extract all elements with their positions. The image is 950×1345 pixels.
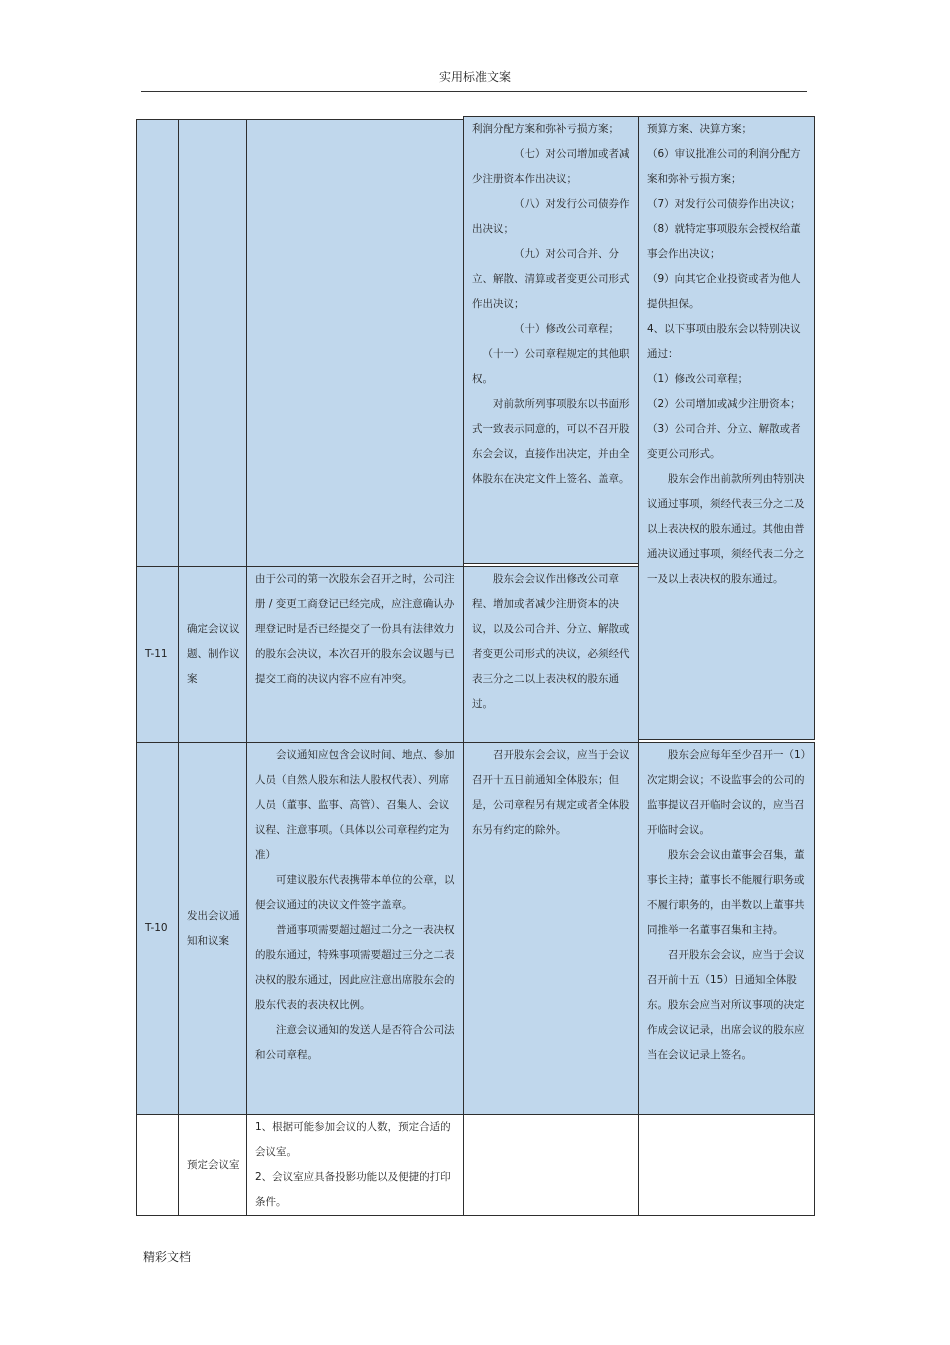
cont-charter-line-1: 预算方案、决算方案； xyxy=(647,123,752,135)
cont-task-cell xyxy=(178,119,247,567)
t10-note-cell xyxy=(246,742,464,1115)
t11-task: 确定会议议题、制作议案 xyxy=(187,623,240,685)
t10-charter-para-3: 召开股东会会议，应当于会议召开前十五（15）日通知全体股东。股东会应当对所议事项的决定作成会议记录，出席会议的股东应当在会议记录上签名。 xyxy=(647,949,805,1061)
cont-charter-line-10: 股东会作出前款所列由特别决议通过事项，须经代表三分之二及以上表决权的股东通过。其他由普通决议通过事项，须经代表二分之一及以上表决权的股东通过。 xyxy=(647,473,805,585)
room-note-item-1: 1、根据可能参加会议的人数，预定合适的会议室。 xyxy=(255,1121,451,1158)
t10-law-cell xyxy=(463,742,639,1115)
t11-law-cell xyxy=(463,566,639,743)
procedure-table xyxy=(136,119,815,1216)
t11-law: 股东会会议作出修改公司章程、增加或者减少注册资本的决议，以及公司合并、分立、解散或者变更公司形式的决议，必须经代表三分之二以上表决权的股东通过。 xyxy=(472,573,630,710)
cont-charter-line-4: （8）就特定事项股东会授权给董事会作出决议； xyxy=(647,223,801,260)
page-footer: 精彩文档 xyxy=(143,1250,192,1264)
cont-charter-line-8: （2）公司增加或减少注册资本； xyxy=(647,398,801,410)
t10-task: 发出会议通知和议案 xyxy=(187,909,240,947)
cont-charter-line-6: 4、以下事项由股东会以特别决议通过： xyxy=(647,323,801,360)
cont-law-cell xyxy=(463,116,639,564)
t10-note-para-3: 普通事项需要超过超过二分之一表决权的股东通过，特殊事项需要超过三分之二表决权的股东通过，因此应注意出席股东会的股东代表的表决权比例。 xyxy=(255,924,455,1011)
cont-note-cell xyxy=(246,119,464,567)
cont-law-line-5: （十）修改公司章程； xyxy=(514,323,619,335)
cont-charter-line-3: （7）对发行公司债券作出决议； xyxy=(647,198,801,210)
room-code-cell xyxy=(136,1114,179,1216)
t10-code: T-10 xyxy=(145,922,168,934)
room-note-cell xyxy=(246,1114,464,1216)
cont-charter-line-2: （6）审议批准公司的利润分配方案和弥补亏损方案； xyxy=(647,148,801,185)
cont-charter-line-7: （1）修改公司章程； xyxy=(647,373,749,385)
cont-law-line-7: 对前款所列事项股东以书面形式一致表示同意的，可以不召开股东会会议，直接作出决定，并由全体股东在决定文件上签名、盖章。 xyxy=(472,398,630,485)
cont-code-cell xyxy=(136,119,179,567)
t11-note-cell xyxy=(246,566,464,743)
cont-charter-cell xyxy=(638,116,815,740)
t10-note-para-1: 会议通知应包含会议时间、地点、参加人员（自然人股东和法人股权代表）、列席人员（董事、监事、高管）、召集人、会议议程、注意事项。（具体以公司章程约定为准） xyxy=(255,749,455,861)
room-law-cell xyxy=(463,1114,639,1216)
cont-law-line-6: （十一）公司章程规定的其他职权。 xyxy=(472,348,630,385)
t10-task-cell xyxy=(178,742,247,1115)
t10-charter-para-2: 股东会会议由董事会召集，董事长主持；董事长不能履行职务或不履行职务的，由半数以上董事共同推举一名董事召集和主持。 xyxy=(647,849,805,936)
room-task: 预定会议室 xyxy=(187,1158,240,1171)
t11-note: 由于公司的第一次股东会召开之时，公司注册 / 变更工商登记已经完成，应注意确认办理登记时是否已经提交了一份具有法律效力的股东会决议，本次召开的股东会议题与已提交工商的决议内容不应有冲突。 xyxy=(255,573,455,685)
t10-charter-para-1: 股东会应每年至少召开一（1）次定期会议；不设监事会的公司的监事提议召开临时会议的，应当召开临时会议。 xyxy=(647,749,806,836)
t11-code-cell xyxy=(136,566,179,743)
t10-note-para-2: 可建议股东代表携带本单位的公章，以便会议通过的决议文件签字盖章。 xyxy=(255,874,455,911)
cont-law-line-2: （七）对公司增加或者减少注册资本作出决议； xyxy=(472,148,630,185)
t11-code: T-11 xyxy=(145,648,168,660)
room-task-cell xyxy=(178,1114,247,1216)
header-divider xyxy=(141,91,807,92)
cont-charter-line-9: （3）公司合并、分立、解散或者变更公司形式。 xyxy=(647,423,801,460)
t11-task-cell xyxy=(178,566,247,743)
t10-code-cell xyxy=(136,742,179,1115)
room-charter-cell xyxy=(638,1114,815,1216)
t10-law: 召开股东会会议，应当于会议召开十五日前通知全体股东；但是，公司章程另有规定或者全体股东另有约定的除外。 xyxy=(472,749,630,836)
t10-charter-cell xyxy=(638,742,815,1115)
cont-law-line-4: （九）对公司合并、分立、解散、清算或者变更公司形式作出决议； xyxy=(472,248,630,310)
cont-law-line-1: 利润分配方案和弥补亏损方案； xyxy=(472,123,619,135)
cont-charter-line-5: （9）向其它企业投资或者为他人提供担保。 xyxy=(647,273,801,310)
cont-law-line-3: （八）对发行公司债券作出决议； xyxy=(472,198,630,235)
room-note-item-2: 2、会议室应具备投影功能以及便捷的打印条件。 xyxy=(255,1171,451,1208)
t10-note-para-4: 注意会议通知的发送人是否符合公司法和公司章程。 xyxy=(255,1024,455,1061)
page-header: 实用标准文案 xyxy=(438,70,511,84)
